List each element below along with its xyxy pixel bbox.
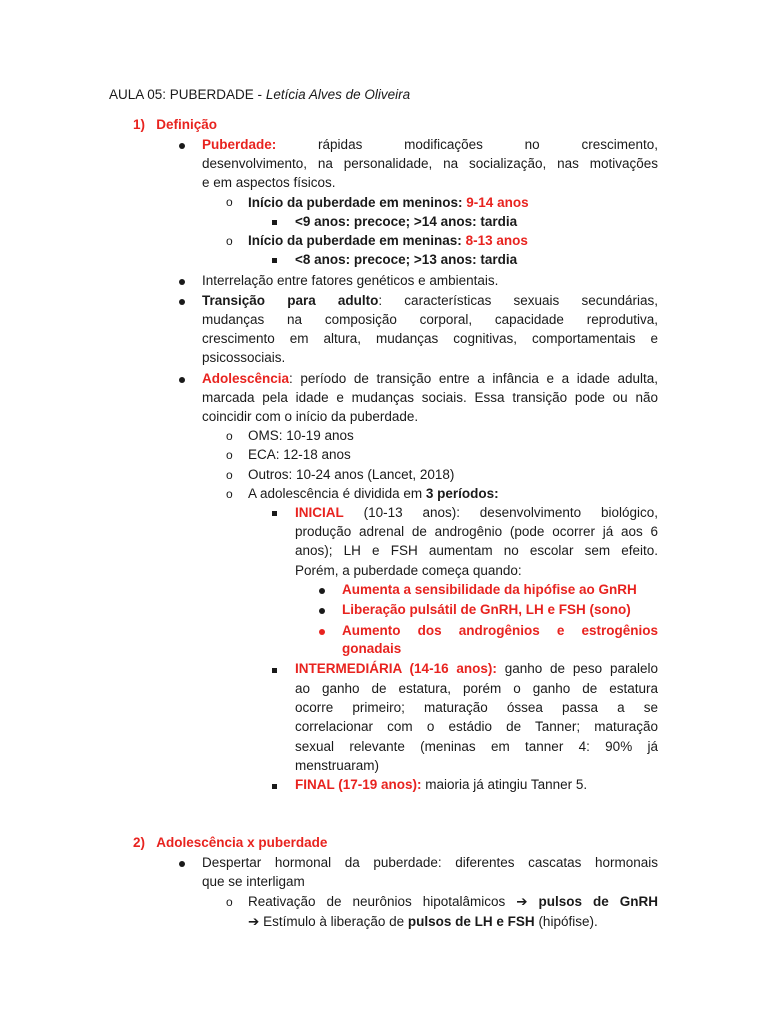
intermediaria-line-6: menstruaram) (295, 758, 380, 773)
meninas-item (248, 231, 528, 250)
inicial-sub-1: Aumenta a sensibilidade da hipófise ao GnRH (342, 582, 637, 597)
meninas-range: 8-13 anos (465, 233, 528, 248)
circle-bullet-icon: o (226, 234, 233, 248)
square-bullet-icon (272, 776, 277, 795)
interrelacao-item: Interrelação entre fatores genéticos e ambientais. (202, 273, 499, 288)
adolescencia-line-3: coincidir com o início da puberdade. (202, 409, 419, 424)
final-item (295, 775, 587, 794)
meninos-detail: <9 anos: precoce; >14 anos: tardia (295, 214, 518, 229)
lesson-title: AULA 05: PUBERDADE - (109, 87, 266, 102)
bullet-icon (179, 292, 185, 311)
puberdade-line-3: e em aspectos físicos. (202, 175, 336, 190)
oms-item: OMS: 10-19 anos (248, 428, 354, 443)
transicao-term: Transição para adulto (202, 293, 379, 308)
estimulo-text: Estímulo à liberação de (259, 914, 408, 929)
circle-bullet-icon: o (226, 895, 233, 909)
intermediaria-text-1: ganho de peso paralelo (496, 661, 658, 676)
inicial-line-1 (295, 503, 658, 522)
red-bullet-icon (319, 622, 325, 641)
document-header (109, 85, 410, 104)
transicao-text-1: : características sexuais secundárias, (378, 293, 658, 308)
puberdade-term: Puberdade: (202, 137, 277, 152)
circle-bullet-icon: o (226, 429, 233, 443)
reativacao-line-1 (248, 892, 658, 911)
meninas-label: Início da puberdade em meninas: (248, 233, 466, 248)
red-bullet-icon (319, 581, 325, 600)
inicial-text-1: (10-13 anos): desenvolvimento biológico, (343, 505, 658, 520)
periodos-bold: 3 períodos: (425, 486, 499, 501)
square-bullet-icon (272, 503, 277, 522)
transicao-line-3: crescimento em altura, mudanças cognitivas, comportamentais e (202, 331, 658, 346)
puberdade-line-1 (202, 135, 658, 154)
reativacao-bold: pulsos de GnRH (527, 894, 658, 909)
section-1-heading (133, 115, 217, 134)
red-bullet-icon (319, 601, 325, 620)
bullet-icon (179, 272, 185, 291)
intermediaria-line-3: ocorre primeiro; maturação óssea passa a se (295, 700, 658, 715)
adolescencia-term: Adolescência (202, 371, 290, 386)
estimulo-post: (hipófise). (534, 914, 598, 929)
section-2-title: Adolescência x puberdade (156, 835, 328, 850)
square-bullet-icon (272, 660, 277, 679)
adolescencia-line-2: marcada pela idade e mudanças sociais. Essa transição pode ou não (202, 390, 658, 405)
transicao-line-4: psicossociais. (202, 350, 286, 365)
transicao-line-2: mudanças na composição corporal, capacidade reprodutiva, (202, 312, 658, 327)
reativacao-text: Reativação de neurônios hipotalâmicos (248, 894, 517, 909)
final-term: FINAL (17-19 anos): (295, 777, 422, 792)
bullet-icon (179, 136, 185, 155)
meninos-label: Início da puberdade em meninos: (248, 195, 467, 210)
intermediaria-line-1 (295, 659, 658, 678)
section-2-number: 2) (133, 835, 146, 850)
section-1-title: Definição (156, 117, 218, 132)
section-1-number: 1) (133, 117, 146, 132)
puberdade-text-1: rápidas modificações no crescimento, (318, 137, 658, 152)
adolescencia-text-1: : período de transição entre a infância e a idade adulta, (289, 371, 658, 386)
bullet-icon (179, 854, 185, 873)
puberdade-line-2: desenvolvimento, na personalidade, na socialização, nas motivações (202, 156, 658, 171)
circle-bullet-icon: o (226, 448, 233, 462)
intermediaria-line-5: sexual relevante (meninas em tanner 4: 90% já (295, 739, 658, 754)
despertar-line-2: que se interligam (202, 874, 305, 889)
intermediaria-line-4: correlacionar com o estádio de Tanner; maturação (295, 719, 658, 734)
bullet-icon (179, 370, 185, 389)
circle-bullet-icon: o (226, 195, 233, 209)
circle-bullet-icon: o (226, 468, 233, 482)
section-2-heading (133, 833, 327, 852)
outros-item: Outros: 10-24 anos (Lancet, 2018) (248, 467, 455, 482)
inicial-line-4: Porém, a puberdade começa quando: (295, 563, 522, 578)
inicial-sub-3: Aumento dos androgênios e estrogênios (342, 623, 658, 638)
periodos-item (248, 484, 499, 503)
meninos-item (248, 193, 529, 212)
inicial-line-3: anos); LH e FSH aumentam no escolar sem efeito. (295, 543, 658, 558)
author-name: Letícia Alves de Oliveira (265, 87, 411, 102)
transicao-line-1 (202, 291, 658, 310)
estimulo-bold: pulsos de LH e FSH (407, 914, 535, 929)
final-text: maioria já atingiu Tanner 5. (421, 777, 588, 792)
arrow-right-icon: ➔ (248, 914, 260, 929)
arrow-right-icon: ➔ (516, 894, 528, 909)
estimulo-line (248, 912, 598, 931)
meninos-range: 9-14 anos (466, 195, 529, 210)
meninas-detail: <8 anos: precoce; >13 anos: tardia (295, 252, 518, 267)
despertar-line-1: Despertar hormonal da puberdade: diferentes cascatas hormonais (202, 855, 658, 870)
periodos-text: A adolescência é dividida em (248, 486, 426, 501)
inicial-term: INICIAL (295, 505, 344, 520)
eca-item: ECA: 12-18 anos (248, 447, 351, 462)
adolescencia-line-1 (202, 369, 658, 388)
square-bullet-icon (272, 212, 277, 231)
intermediaria-line-2: ao ganho de estatura, porém o ganho de estatura (295, 681, 658, 696)
inicial-sub-3-cont: gonadais (342, 641, 402, 656)
intermediaria-term: INTERMEDIÁRIA (14-16 anos): (295, 661, 497, 676)
inicial-sub-2: Liberação pulsátil de GnRH, LH e FSH (sono) (342, 602, 631, 617)
circle-bullet-icon: o (226, 487, 233, 501)
inicial-line-2: produção adrenal de androgênio (pode ocorrer já aos 6 (295, 524, 658, 539)
square-bullet-icon (272, 250, 277, 269)
